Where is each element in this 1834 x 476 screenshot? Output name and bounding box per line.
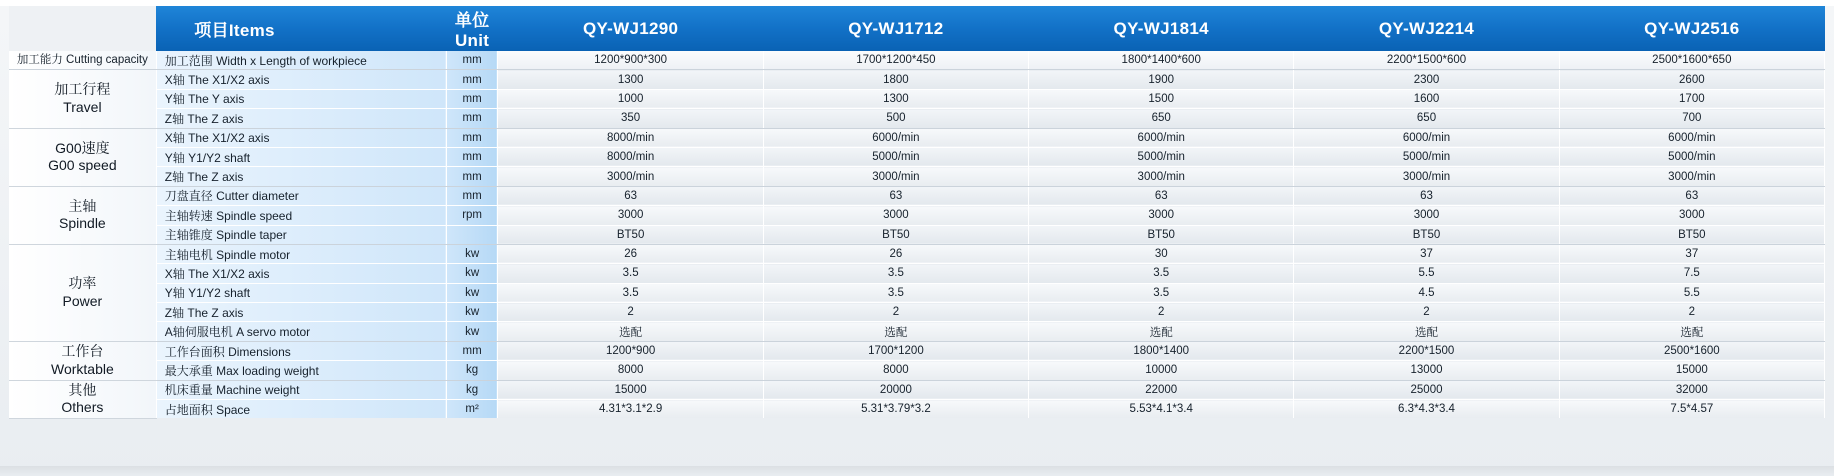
table-header [9, 6, 1825, 51]
cell-value: 3000/min [498, 167, 763, 186]
cell-value: 1800*1400*600 [1029, 51, 1294, 70]
cell-value: 2500*1600*650 [1559, 51, 1824, 70]
header-blank [9, 6, 156, 51]
cell-value: 30 [1029, 244, 1294, 263]
cell-value: 1200*900 [498, 341, 763, 360]
cell-value: 37 [1294, 244, 1559, 263]
cell-value: BT50 [498, 225, 763, 244]
group-worktable-en: Worktable [50, 360, 114, 377]
header-model-2: QY-WJ1712 [763, 6, 1028, 51]
row-unit: mm [446, 70, 498, 89]
row-item-label: X轴 The X1/X2 axis [156, 70, 446, 89]
cell-value: 1600 [1294, 89, 1559, 108]
group-worktable-cn: 工作台 [61, 343, 104, 360]
spec-sheet [0, 6, 1834, 476]
cell-value: 5000/min [1559, 147, 1824, 166]
group-spindle-en: Spindle [59, 215, 106, 232]
table-row [9, 109, 1825, 128]
cell-value: 选配 [1294, 322, 1559, 341]
row-item-label: Z轴 The Z axis [156, 109, 446, 128]
cell-value: 选配 [498, 322, 763, 341]
header-model-3: QY-WJ1814 [1029, 6, 1294, 51]
group-spindle [9, 186, 156, 244]
row-unit: kg [446, 361, 498, 380]
cell-value: 5000/min [1294, 147, 1559, 166]
cell-value: 2 [1029, 303, 1294, 322]
cell-value: 32000 [1559, 380, 1824, 399]
table-row [9, 322, 1825, 341]
header-model-4: QY-WJ2214 [1294, 6, 1559, 51]
group-spindle-cn: 主轴 [68, 197, 97, 214]
cell-value: 4.31*3.1*2.9 [498, 400, 763, 419]
row-unit: kw [446, 303, 498, 322]
group-power-cn: 功率 [68, 275, 97, 292]
group-g00-cn: G00速度 [55, 139, 110, 156]
cell-value: 8000/min [498, 147, 763, 166]
cell-value: BT50 [1294, 225, 1559, 244]
cell-value: 选配 [1559, 322, 1824, 341]
cell-value: 5000/min [1029, 147, 1294, 166]
cell-value: 650 [1029, 109, 1294, 128]
header-model-5: QY-WJ2516 [1559, 6, 1824, 51]
cell-value: 6000/min [763, 128, 1028, 147]
cell-value: 8000 [498, 361, 763, 380]
group-cutting-capacity: 加工能力 Cutting capacity [9, 51, 156, 70]
cell-value: 2 [763, 303, 1028, 322]
cell-value: 选配 [763, 322, 1028, 341]
row-item-label: 刀盘直径 Cutter diameter [156, 186, 446, 205]
cell-value: BT50 [763, 225, 1028, 244]
row-unit: kw [446, 322, 498, 341]
row-item-label: Y轴 Y1/Y2 shaft [156, 147, 446, 166]
cell-value: 1300 [498, 70, 763, 89]
table-row [9, 206, 1825, 225]
cell-value: 选配 [1029, 322, 1294, 341]
header-model-1: QY-WJ1290 [498, 6, 763, 51]
row-item-label: Y轴 The Y axis [156, 89, 446, 108]
row-item-label: 主轴转速 Spindle speed [156, 206, 446, 225]
row-unit: rpm [446, 206, 498, 225]
cell-value: 2200*1500*600 [1294, 51, 1559, 70]
table-row [9, 167, 1825, 186]
cell-value: 3000 [1559, 206, 1824, 225]
table-row [9, 147, 1825, 166]
cell-value: 63 [1029, 186, 1294, 205]
cell-value: 63 [498, 186, 763, 205]
row-item-label: Z轴 The Z axis [156, 167, 446, 186]
group-power [9, 244, 156, 341]
cell-value: 6000/min [1029, 128, 1294, 147]
row-item-label: 加工范围 Width x Length of workpiece [156, 51, 446, 70]
cell-value: 2 [1294, 303, 1559, 322]
row-item-label: 机床重量 Machine weight [156, 380, 446, 399]
cell-value: 1700*1200 [763, 341, 1028, 360]
cell-value: 2600 [1559, 70, 1824, 89]
cell-value: 6000/min [1294, 128, 1559, 147]
cell-value: 1700*1200*450 [763, 51, 1028, 70]
cell-value: 3000 [1029, 206, 1294, 225]
table-body [9, 51, 1825, 418]
row-item-label: 占地面积 Space [156, 400, 446, 419]
header-unit: 单位Unit [446, 6, 498, 51]
table-row [9, 264, 1825, 283]
table-row [9, 89, 1825, 108]
cell-value: 1200*900*300 [498, 51, 763, 70]
row-unit: mm [446, 167, 498, 186]
cell-value: 3.5 [763, 264, 1028, 283]
cell-value: 2200*1500 [1294, 341, 1559, 360]
cell-value: 650 [1294, 109, 1559, 128]
cell-value: 8000/min [498, 128, 763, 147]
header-items: 项目Items [156, 6, 446, 51]
cell-value: 5.53*4.1*3.4 [1029, 400, 1294, 419]
cell-value: 2300 [1294, 70, 1559, 89]
cell-value: 2 [498, 303, 763, 322]
group-g00-en: G00 speed [48, 157, 117, 174]
specification-table [9, 6, 1825, 419]
cell-value: 2 [1559, 303, 1824, 322]
row-item-label: Z轴 The Z axis [156, 303, 446, 322]
cell-value: 3000 [498, 206, 763, 225]
cell-value: 3.5 [1029, 283, 1294, 302]
cell-value: 8000 [763, 361, 1028, 380]
cell-value: 63 [1559, 186, 1824, 205]
group-travel-cn: 加工行程 [54, 81, 111, 98]
table-row [9, 128, 1825, 147]
group-power-en: Power [62, 292, 103, 309]
table-row [9, 70, 1825, 89]
row-unit: mm [446, 341, 498, 360]
cell-value: 5.31*3.79*3.2 [763, 400, 1028, 419]
row-item-label: X轴 The X1/X2 axis [156, 264, 446, 283]
cell-value: 37 [1559, 244, 1824, 263]
row-unit: kw [446, 244, 498, 263]
table-row [9, 51, 1825, 70]
group-others [9, 380, 156, 418]
cell-value: 500 [763, 109, 1028, 128]
group-others-en: Others [61, 399, 104, 416]
cell-value: 3.5 [498, 283, 763, 302]
row-unit: kw [446, 264, 498, 283]
table-row [9, 244, 1825, 263]
cell-value: 25000 [1294, 380, 1559, 399]
cell-value: BT50 [1559, 225, 1824, 244]
row-unit: mm [446, 128, 498, 147]
row-item-label: X轴 The X1/X2 axis [156, 128, 446, 147]
cell-value: 3000/min [1559, 167, 1824, 186]
row-item-label: A轴伺服电机 A servo motor [156, 322, 446, 341]
cell-value: 15000 [1559, 361, 1824, 380]
row-unit: m² [446, 400, 498, 419]
cell-value: 26 [498, 244, 763, 263]
row-unit: mm [446, 147, 498, 166]
cell-value: 6.3*4.3*3.4 [1294, 400, 1559, 419]
cell-value: 1900 [1029, 70, 1294, 89]
cell-value: 6000/min [1559, 128, 1824, 147]
row-unit: kw [446, 283, 498, 302]
cell-value: 3000 [763, 206, 1028, 225]
cell-value: 3000 [1294, 206, 1559, 225]
cell-value: 1500 [1029, 89, 1294, 108]
cell-value: 22000 [1029, 380, 1294, 399]
cell-value: 63 [763, 186, 1028, 205]
group-travel [9, 70, 156, 128]
row-unit [446, 225, 498, 244]
cell-value: 7.5 [1559, 264, 1824, 283]
table-row [9, 361, 1825, 380]
table-row [9, 341, 1825, 360]
cell-value: 5000/min [763, 147, 1028, 166]
row-unit: mm [446, 109, 498, 128]
table-row [9, 400, 1825, 419]
row-unit: mm [446, 89, 498, 108]
row-item-label: 最大承重 Max loading weight [156, 361, 446, 380]
cell-value: 13000 [1294, 361, 1559, 380]
row-unit: kg [446, 380, 498, 399]
table-row [9, 283, 1825, 302]
group-others-cn: 其他 [68, 381, 97, 398]
cell-value: BT50 [1029, 225, 1294, 244]
group-travel-en: Travel [63, 98, 102, 115]
table-row [9, 380, 1825, 399]
cell-value: 350 [498, 109, 763, 128]
group-g00-speed [9, 128, 156, 186]
cell-value: 1700 [1559, 89, 1824, 108]
table-row [9, 225, 1825, 244]
table-row [9, 303, 1825, 322]
cell-value: 2500*1600 [1559, 341, 1824, 360]
cell-value: 10000 [1029, 361, 1294, 380]
cell-value: 20000 [763, 380, 1028, 399]
cell-value: 3000/min [1029, 167, 1294, 186]
group-worktable [9, 341, 156, 380]
cell-value: 1000 [498, 89, 763, 108]
cell-value: 1800 [763, 70, 1028, 89]
cell-value: 3000/min [1294, 167, 1559, 186]
row-item-label: Y轴 Y1/Y2 shaft [156, 283, 446, 302]
row-unit: mm [446, 51, 498, 70]
cell-value: 1300 [763, 89, 1028, 108]
row-item-label: 主轴锥度 Spindle taper [156, 225, 446, 244]
page-bottom-shadow [0, 466, 1834, 476]
cell-value: 1800*1400 [1029, 341, 1294, 360]
cell-value: 7.5*4.57 [1559, 400, 1824, 419]
cell-value: 63 [1294, 186, 1559, 205]
cell-value: 3.5 [498, 264, 763, 283]
cell-value: 3000/min [763, 167, 1028, 186]
cell-value: 4.5 [1294, 283, 1559, 302]
cell-value: 5.5 [1294, 264, 1559, 283]
row-unit: mm [446, 186, 498, 205]
header-row [9, 6, 1825, 51]
cell-value: 700 [1559, 109, 1824, 128]
cell-value: 3.5 [763, 283, 1028, 302]
cell-value: 5.5 [1559, 283, 1824, 302]
row-item-label: 工作台面积 Dimensions [156, 341, 446, 360]
cell-value: 15000 [498, 380, 763, 399]
table-row [9, 186, 1825, 205]
cell-value: 26 [763, 244, 1028, 263]
cell-value: 3.5 [1029, 264, 1294, 283]
row-item-label: 主轴电机 Spindle motor [156, 244, 446, 263]
